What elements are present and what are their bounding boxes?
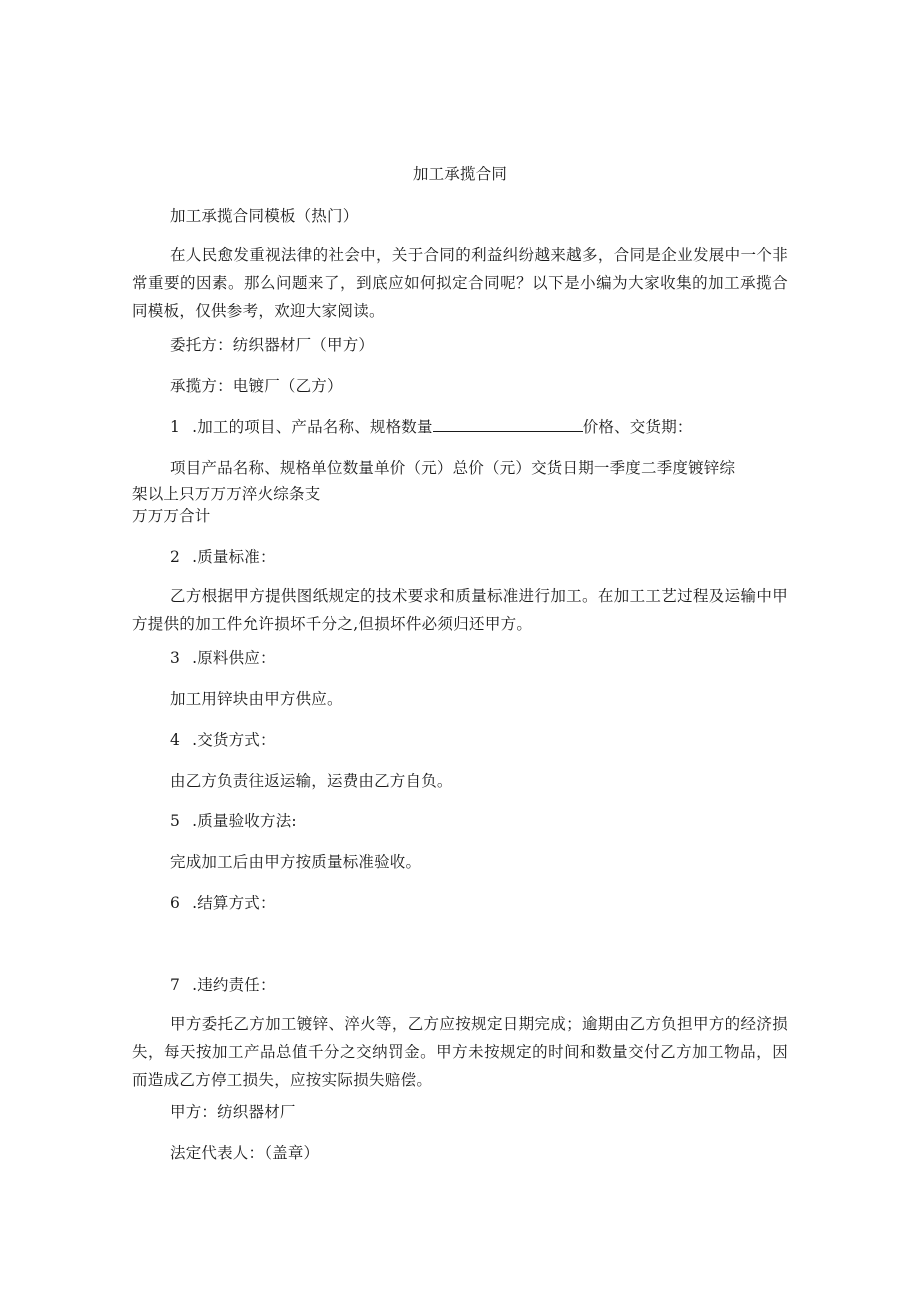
legal-representative-line: 法定代表人：（盖章） xyxy=(170,1144,320,1162)
section-2-heading-text: .质量标准： xyxy=(192,548,276,566)
section-5-body: 完成加工后由甲方按质量标准验收。 xyxy=(170,853,422,871)
section-1-heading-pre: .加工的项目、产品名称、规格数量 xyxy=(192,418,433,436)
section-1-table-line-3: 万万万合计 xyxy=(132,507,211,525)
section-2-heading xyxy=(170,546,276,568)
section-number: 1 xyxy=(170,418,181,436)
section-2-body: 乙方根据甲方提供图纸规定的技术要求和质量标准进行加工。在加工工艺过程及运输中甲方提供的加工件允许损坏千分之,但损坏件必须归还甲方。 xyxy=(132,587,788,633)
section-number: 3 xyxy=(170,649,181,667)
section-number: 2 xyxy=(170,548,181,566)
section-1-table-line-1: 项目产品名称、规格单位数量单价（元）总价（元）交货日期一季度二季度镀锌综 xyxy=(170,459,736,477)
document-title: 加工承揽合同 xyxy=(412,165,508,183)
section-7-heading xyxy=(170,974,276,996)
section-7-body: 甲方委托乙方加工镀锌、淬火等，乙方应按规定日期完成；逾期由乙方负担甲方的经济损失，每天按加工产品总值千分之交纳罚金。甲方未按规定的时间和数量交付乙方加工物品，因而造成乙方停工损失，应按实际损失赔偿。 xyxy=(132,1015,788,1089)
section-1-table-line-2: 架以上只万万万淬火综条支 xyxy=(132,485,321,503)
section-6-heading xyxy=(170,892,276,914)
section-4-heading-text: .交货方式： xyxy=(192,731,276,749)
section-5-heading xyxy=(170,810,297,832)
section-4-heading xyxy=(170,729,276,751)
section-number: 5 xyxy=(170,812,181,830)
intro-paragraph: 在人民愈发重视法律的社会中，关于合同的利益纠纷越来越多，合同是企业发展中一个非常重要的因素。那么问题来了，到底应如何拟定合同呢？以下是小编为大家收集的加工承揽合同模板，仅供参考，欢迎大家阅读。 xyxy=(132,246,788,320)
section-6-heading-text: .结算方式： xyxy=(192,894,276,912)
document-subtitle: 加工承揽合同模板（热门） xyxy=(170,207,359,225)
section-1-heading xyxy=(170,416,693,438)
section-3-heading-text: .原料供应： xyxy=(192,649,276,667)
fill-in-blank[interactable] xyxy=(433,417,583,432)
section-5-heading-text: .质量验收方法: xyxy=(192,812,297,830)
section-number: 7 xyxy=(170,976,181,994)
section-3-heading xyxy=(170,647,276,669)
section-7-heading-text: .违约责任： xyxy=(192,976,276,994)
contractor-line: 承揽方：电镀厂（乙方） xyxy=(170,377,343,395)
client-line: 委托方：纺织器材厂（甲方） xyxy=(170,336,375,354)
section-3-body: 加工用锌块由甲方供应。 xyxy=(170,690,343,708)
section-4-body: 由乙方负责往返运输，运费由乙方自负。 xyxy=(170,772,453,790)
section-number: 6 xyxy=(170,894,181,912)
party-a-line: 甲方：纺织器材厂 xyxy=(170,1103,296,1121)
section-number: 4 xyxy=(170,731,181,749)
section-1-heading-post: 价格、交货期： xyxy=(582,418,693,436)
